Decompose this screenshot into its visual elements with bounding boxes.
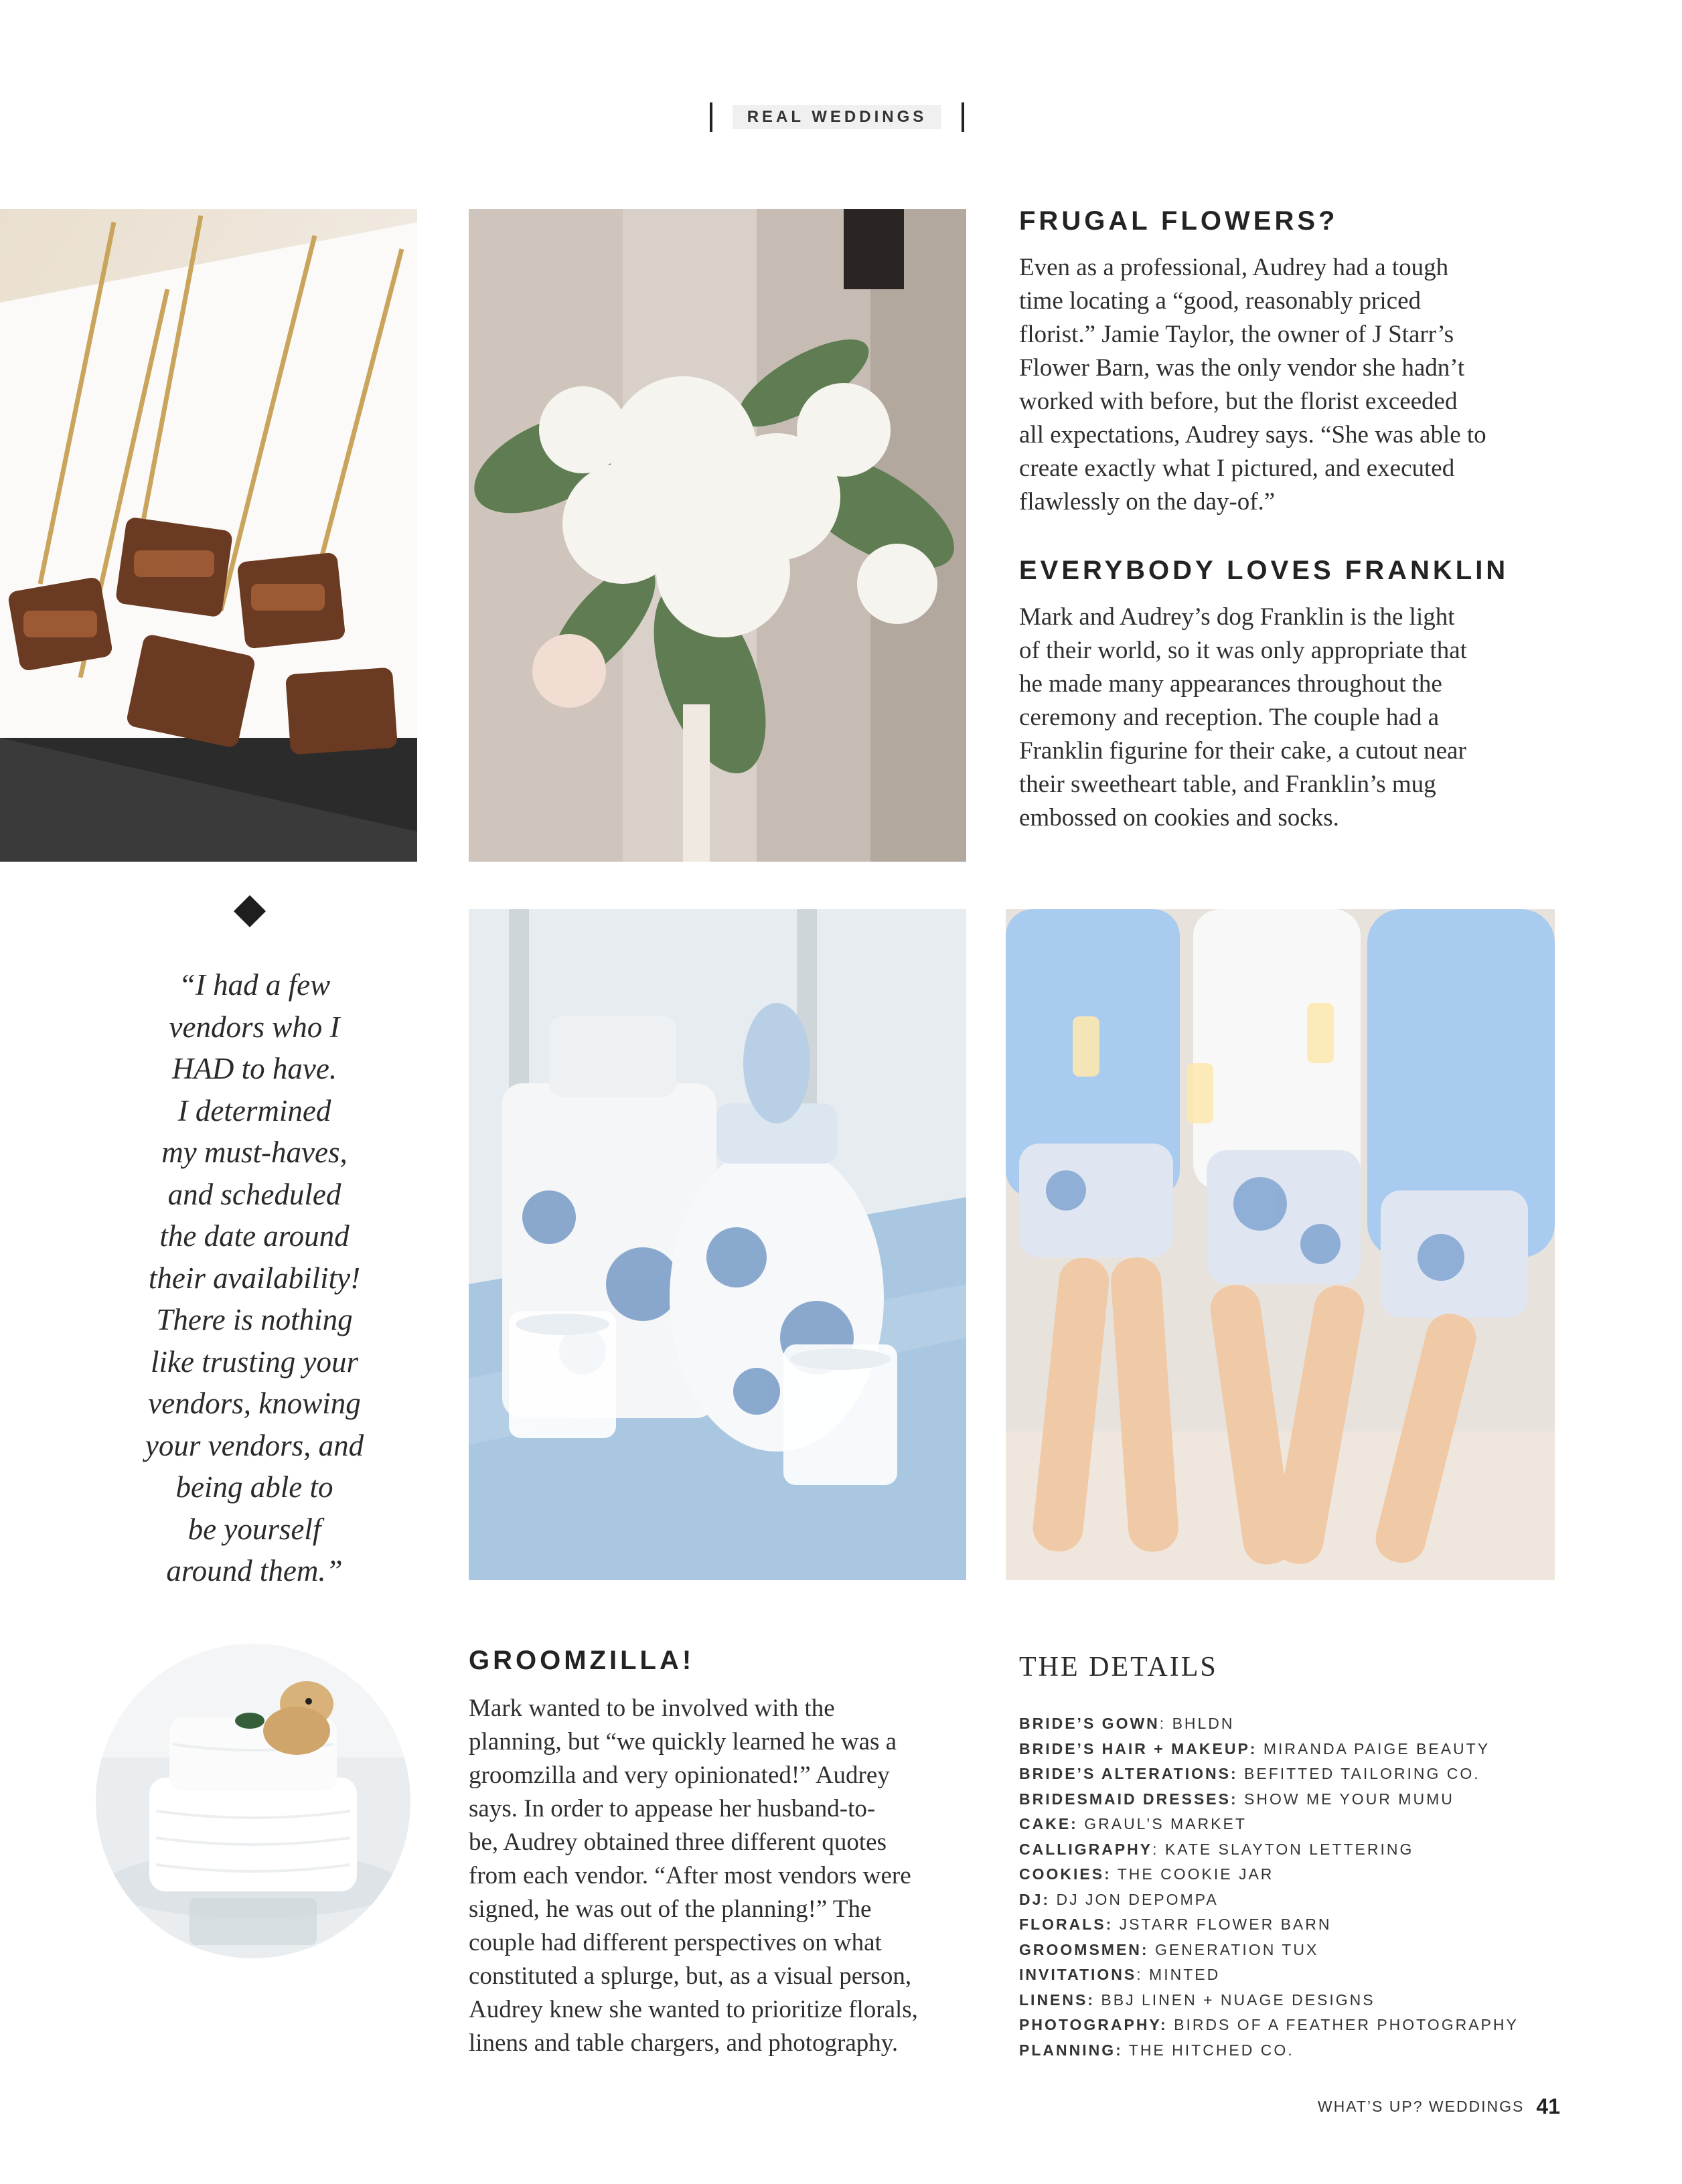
details-sep <box>1257 1740 1263 1758</box>
appetizer-skewers-photo <box>0 209 417 862</box>
body-line: of their world, so it was only appropriate that <box>1019 637 1467 664</box>
body-line: planning, but “we quickly learned he was a <box>469 1728 897 1756</box>
bridal-bouquet-photo <box>469 209 966 862</box>
details-key: CAKE: <box>1019 1815 1078 1832</box>
details-item <box>1019 1862 1519 1887</box>
details-item <box>1019 1787 1519 1812</box>
body-line: Mark wanted to be involved with the <box>469 1695 835 1722</box>
body-line: florist.” Jamie Taylor, the owner of J Starr’s <box>1019 321 1454 348</box>
body-line: Franklin figurine for their cake, a cutout near <box>1019 737 1466 765</box>
body-line: Even as a professional, Audrey had a tough <box>1019 254 1449 281</box>
body-line: ceremony and reception. The couple had a <box>1019 704 1440 731</box>
details-item <box>1019 1711 1519 1737</box>
details-key: PLANNING: <box>1019 2041 1123 2059</box>
details-item <box>1019 1837 1519 1863</box>
details-title: THE DETAILS <box>1019 1652 1218 1683</box>
details-sep <box>1149 1941 1155 1958</box>
page-number: 41 <box>1536 2094 1560 2118</box>
groomzilla-body <box>469 1692 918 2060</box>
body-line: from each vendor. “After most vendors were <box>469 1862 911 1889</box>
groomzilla-heading: GROOMZILLA! <box>469 1646 695 1675</box>
bridesmaids-pajamas-photo <box>1006 909 1555 1580</box>
section-tag-label: REAL WEDDINGS <box>733 105 941 129</box>
pull-quote-line: “I had a few <box>178 968 331 1002</box>
details-value: DJ JON DEPOMPA <box>1056 1890 1219 1908</box>
section-tag-rule-left <box>710 102 712 132</box>
pull-quote-line: vendors, knowing <box>148 1387 361 1420</box>
details-sep <box>1095 1991 1101 2009</box>
details-value: BBJ LINEN + NUAGE DESIGNS <box>1101 1991 1375 2009</box>
details-sep <box>1123 2041 1129 2059</box>
details-sep: : <box>1152 1840 1165 1858</box>
page-footer <box>1312 2094 1560 2119</box>
details-list <box>1019 1711 1519 2063</box>
pull-quote-line: HAD to have. <box>171 1052 337 1085</box>
body-line: groomzilla and very opinionated!” Audrey <box>469 1762 890 1789</box>
body-line: he made many appearances throughout the <box>1019 670 1442 698</box>
details-sep <box>1112 1865 1118 1883</box>
details-item <box>1019 2013 1519 2038</box>
details-key: BRIDE’S HAIR + MAKEUP: <box>1019 1739 1257 1758</box>
pull-quote-line: and scheduled <box>167 1177 341 1211</box>
magazine-name: WHAT’S UP? WEDDINGS <box>1317 2098 1525 2115</box>
details-item <box>1019 2038 1519 2063</box>
body-line: worked with before, but the florist exceeded <box>1019 388 1458 415</box>
details-item <box>1019 1988 1519 2013</box>
frugal-flowers-heading: FRUGAL FLOWERS? <box>1019 206 1339 236</box>
details-value: SHOW ME YOUR MUMU <box>1244 1790 1454 1808</box>
body-line: Audrey knew she wanted to prioritize florals, <box>469 1996 918 2023</box>
details-value: GRAUL’S MARKET <box>1084 1815 1247 1832</box>
body-line: create exactly what I pictured, and executed <box>1019 455 1455 482</box>
details-key: PHOTOGRAPHY: <box>1019 2016 1168 2033</box>
pull-quote-line: vendors who I <box>169 1010 340 1044</box>
wedding-cake-dog-figurine-photo <box>96 1644 410 1958</box>
details-key: LINENS: <box>1019 1991 1095 2009</box>
details-item <box>1019 1962 1519 1988</box>
details-key: BRIDE’S GOWN <box>1019 1715 1160 1732</box>
details-item <box>1019 1912 1519 1938</box>
pull-quote-line: I determined <box>177 1093 331 1127</box>
body-line: their sweetheart table, and Franklin’s mug <box>1019 771 1436 798</box>
body-line: constituted a splurge, but, as a visual person, <box>469 1962 912 1990</box>
body-line: time locating a “good, reasonably priced <box>1019 287 1422 315</box>
details-value: BHLDN <box>1172 1715 1235 1732</box>
details-sep <box>1238 1765 1244 1782</box>
details-value: MIRANDA PAIGE BEAUTY <box>1263 1739 1490 1758</box>
pull-quote-line: the date around <box>159 1219 350 1253</box>
pull-quote-line: your vendors, and <box>145 1428 364 1462</box>
details-item <box>1019 1762 1519 1787</box>
details-item <box>1019 1887 1519 1913</box>
details-sep <box>1238 1790 1244 1808</box>
body-line: embossed on cookies and socks. <box>1019 804 1339 832</box>
franklin-heading: EVERYBODY LOVES FRANKLIN <box>1019 556 1509 585</box>
details-key: BRIDE’S ALTERATIONS: <box>1019 1765 1238 1782</box>
ginger-jars-centerpiece-photo <box>469 909 966 1580</box>
section-tag <box>710 102 964 132</box>
pull-quote-line: being able to <box>175 1470 333 1504</box>
details-key: GROOMSMEN: <box>1019 1940 1149 1958</box>
details-sep <box>1113 1916 1119 1933</box>
details-item <box>1019 1938 1519 1963</box>
details-key: COOKIES: <box>1019 1865 1112 1883</box>
body-line: flawlessly on the day-of.” <box>1019 488 1276 516</box>
details-item <box>1019 1737 1519 1762</box>
section-tag-rule-right <box>962 102 964 132</box>
details-sep: : <box>1136 1966 1150 1983</box>
details-key: CALLIGRAPHY <box>1019 1840 1153 1858</box>
franklin-body <box>1019 601 1467 835</box>
details-item <box>1019 1812 1519 1837</box>
body-line: linens and table chargers, and photography. <box>469 2029 899 2057</box>
pull-quote-line: There is nothing <box>156 1303 353 1336</box>
details-sep <box>1168 2016 1174 2033</box>
details-key: FLORALS: <box>1019 1916 1114 1933</box>
pull-quote-line: around them.” <box>166 1554 343 1587</box>
body-line: couple had different perspectives on what <box>469 1929 882 1956</box>
pull-quote <box>100 964 408 1592</box>
details-sep <box>1078 1815 1084 1832</box>
pull-quote-line: their availability! <box>148 1261 361 1295</box>
diamond-ornament <box>234 895 266 927</box>
details-value: THE HITCHED CO. <box>1128 2041 1294 2059</box>
details-value: THE COOKIE JAR <box>1117 1865 1274 1883</box>
details-key: DJ: <box>1019 1890 1051 1908</box>
body-line: signed, he was out of the planning!” The <box>469 1895 872 1923</box>
body-line: says. In order to appease her husband-to- <box>469 1795 876 1822</box>
frugal-flowers-body <box>1019 251 1486 519</box>
pull-quote-line: be yourself <box>187 1512 321 1546</box>
pull-quote-line: like trusting your <box>151 1344 358 1379</box>
details-value: GENERATION TUX <box>1154 1940 1319 1958</box>
body-line: all expectations, Audrey says. “She was able to <box>1019 421 1486 449</box>
details-value: JSTARR FLOWER BARN <box>1119 1916 1332 1933</box>
body-line: be, Audrey obtained three different quotes <box>469 1828 887 1856</box>
details-value: MINTED <box>1149 1966 1221 1983</box>
details-value: BEFITTED TAILORING CO. <box>1244 1765 1480 1782</box>
details-value: KATE SLAYTON LETTERING <box>1164 1840 1414 1858</box>
details-sep: : <box>1159 1715 1172 1732</box>
pull-quote-line: my must-haves, <box>161 1136 348 1169</box>
details-value: BIRDS OF A FEATHER PHOTOGRAPHY <box>1174 2016 1519 2033</box>
details-key: INVITATIONS <box>1019 1966 1137 1983</box>
details-key: BRIDESMAID DRESSES: <box>1019 1790 1238 1808</box>
body-line: Flower Barn, was the only vendor she hadn’t <box>1019 354 1465 382</box>
body-line: Mark and Audrey’s dog Franklin is the light <box>1019 603 1455 631</box>
